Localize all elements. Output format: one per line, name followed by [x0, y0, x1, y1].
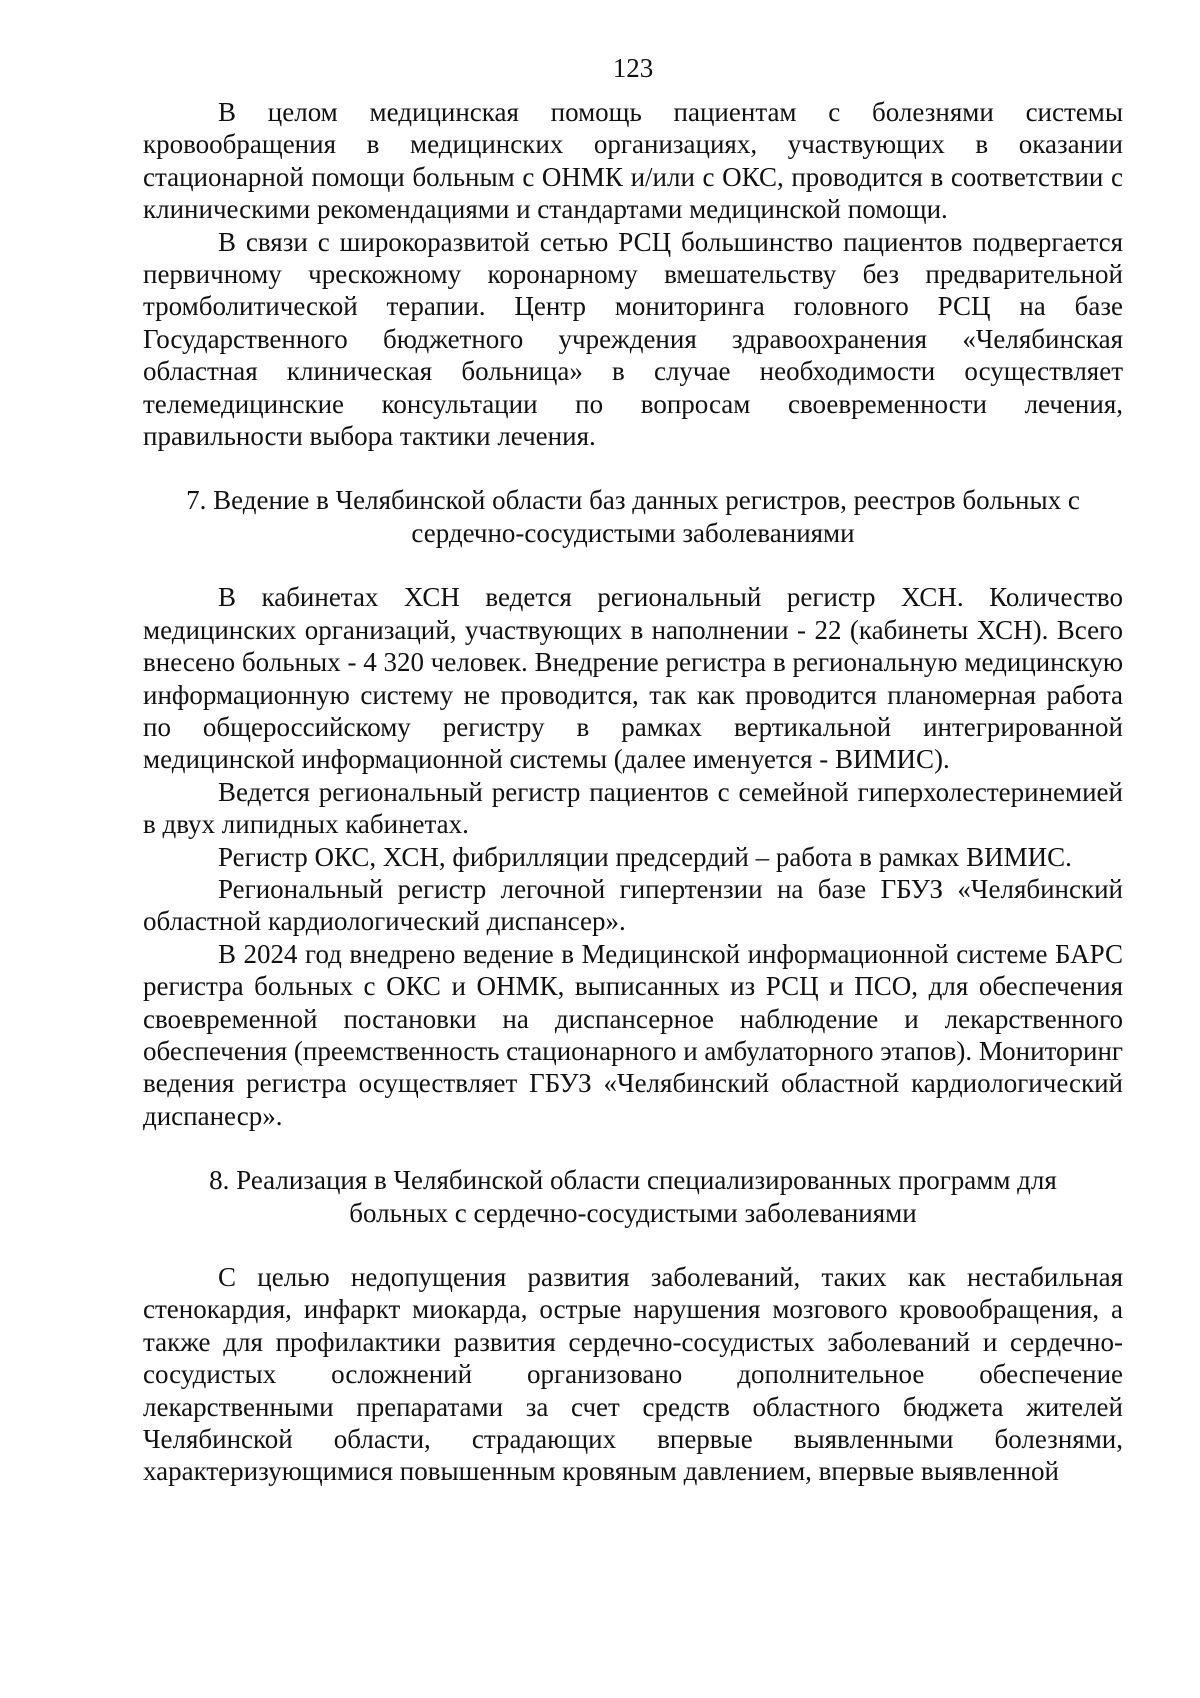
section-heading-7	[143, 484, 1123, 549]
paragraph-medical-care: В целом медицинская помощь пациентам с болезнями системы кровообращения в медицинских организациях, участвующих в оказании стационарной помощи больным с ОНМК и/или с ОКС, проводится в соответствии с клиническими рекомендациями и стандартами медицинской помощи.	[143, 97, 1123, 225]
paragraph-bars-register: В 2024 год внедрено ведение в Медицинской информационной системе БАРС регистра больных с ОКС и ОНМК, выписанных из РСЦ и ПСО, для обеспечения своевременной постановки на диспансерное наблюдение и лекарственного обеспечения (преемственность стационарного и амбулаторного этапов). Мониторинг ведения регистра осуществляет ГБУЗ «Челябинский областной кардиологический диспанеср».	[143, 938, 1123, 1131]
section-heading-7-line-1: 7. Ведение в Челябинской области баз данных регистров, реестров больных с	[186, 485, 1080, 516]
paragraph-hypercholesterolemia-register: Ведется региональный регистр пациентов с семейной гиперхолестеринемией в двух липидных кабинетах.	[143, 776, 1123, 840]
section-heading-7-line-2: сердечно-сосудистыми заболеваниями	[411, 517, 855, 548]
section-heading-8-line-1: 8. Реализация в Челябинской области специализированных программ для	[209, 1165, 1057, 1196]
spacer	[143, 1132, 1123, 1164]
spacer	[143, 1229, 1123, 1261]
section-heading-8-line-2: больных с сердечно-сосудистыми заболеваниями	[349, 1197, 917, 1228]
spacer	[143, 549, 1123, 581]
spacer	[143, 452, 1123, 484]
paragraph-oks-register: Регистр ОКС, ХСН, фибрилляции предсердий – работа в рамках ВИМИС.	[218, 841, 1072, 872]
paragraph-rsc-network: В связи с широкоразвитой сетью РСЦ большинство пациентов подвергается первичному чрескожному коронарному вмешательству без предварительной тромболитической терапии. Центр мониторинга головного РСЦ на базе Государственного бюджетного учреждения здравоохранения «Челябинская областная клиническая больница» в случае необходимости осуществляет телемедицинские консультации по вопросам своевременности лечения, правильности выбора тактики лечения.	[143, 226, 1123, 452]
paragraph-hsn-register: В кабинетах ХСН ведется региональный регистр ХСН. Количество медицинских организаций, участвующих в наполнении - 22 (кабинеты ХСН). Всего внесено больных - 4 320 человек. Внедрение регистра в региональную медицинскую информационную систему не проводится, так как проводится планомерная работа по общероссийскому регистру в рамках вертикальной интегрированной медицинской информационной системы (далее именуется - ВИМИС).	[143, 582, 1123, 775]
paragraph-pulmonary-hypertension-register: Региональный регистр легочной гипертензии на базе ГБУЗ «Челябинский областной кардиологический диспансер».	[143, 873, 1123, 937]
page-number: 123	[612, 53, 654, 83]
paragraph-drug-provision: С целью недопущения развития заболеваний, таких как нестабильная стенокардия, инфаркт миокарда, острые нарушения мозгового кровообращения, а также для профилактики развития сердечно-сосудистых заболеваний и сердечно-сосудистых осложнений организовано дополнительное обеспечение лекарственными препаратами за счет средств областного бюджета жителей Челябинской области, страдающих впервые выявленными болезнями, характеризующимися повышенным кровяным давлением, впервые выявленной	[143, 1262, 1123, 1487]
document-page	[143, 52, 1123, 1488]
section-heading-8	[143, 1164, 1123, 1229]
